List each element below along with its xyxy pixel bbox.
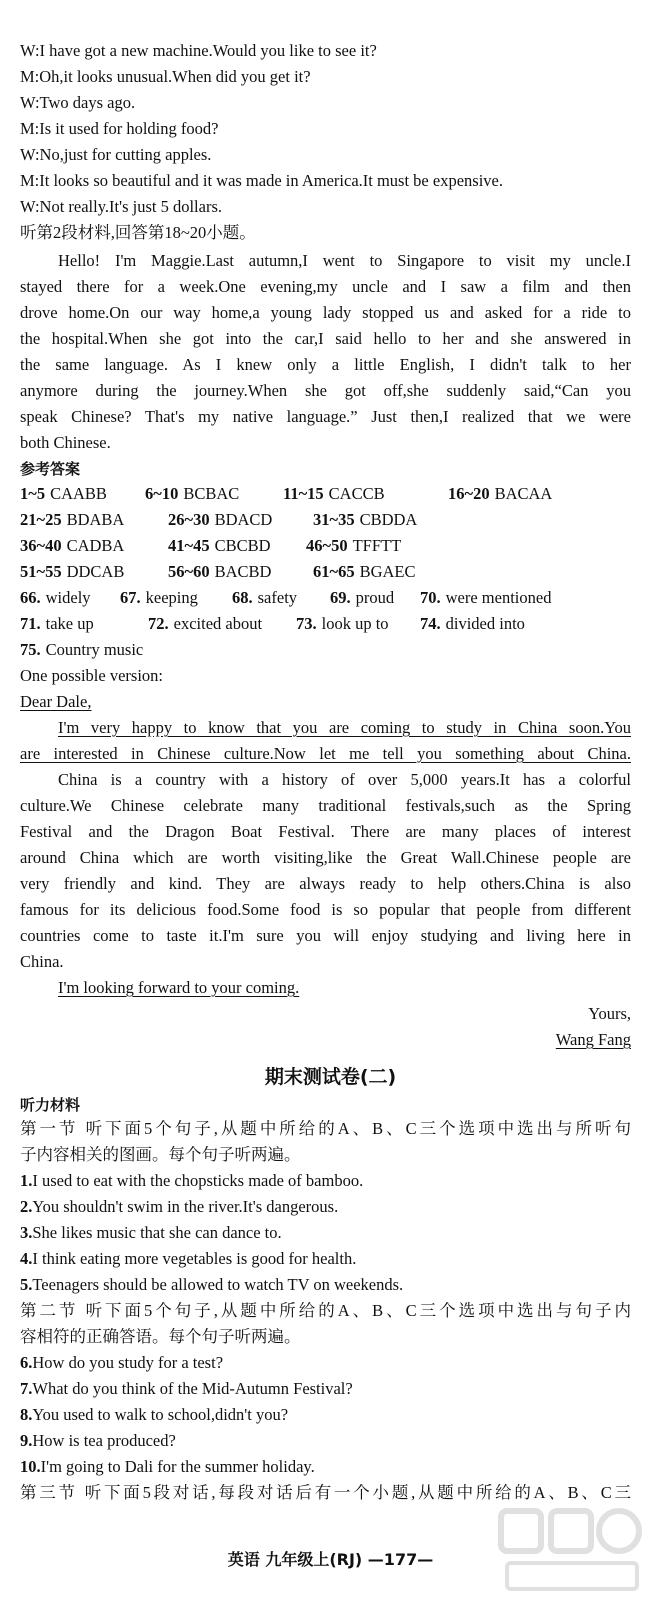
answer-item: 1~5 CAABB bbox=[20, 484, 107, 503]
answer-item: 41~45 CBCBD bbox=[168, 536, 271, 555]
answers-heading: 参考答案 bbox=[20, 460, 81, 478]
essay-line: China. bbox=[20, 952, 64, 971]
answer-item: 71. take up bbox=[20, 614, 94, 633]
list-item: 1.I used to eat with the chopsticks made of bamboo. bbox=[20, 1171, 364, 1190]
dialogue-line: M:Oh,it looks unusual.When did you get it? bbox=[20, 67, 311, 86]
essay-intro: One possible version: bbox=[20, 666, 163, 685]
essay-line: China is a country with a history of over 5,000 years.It has a colorful bbox=[58, 770, 631, 789]
list-item: 9.How is tea produced? bbox=[20, 1431, 176, 1450]
answer-item: 16~20 BACAA bbox=[448, 484, 553, 503]
passage-line: anymore during the journey.When she got off,she suddenly said,“Can you bbox=[20, 381, 631, 400]
passage-line: drove home.On our way home,a young lady stopped us and asked for a ride to bbox=[20, 303, 631, 322]
answer-item: 46~50 TFFTT bbox=[306, 536, 402, 555]
essay-salutation: Dear Dale, bbox=[20, 692, 92, 711]
essay-line: around China which are worth visiting,like the Great Wall.Chinese people are bbox=[20, 848, 631, 867]
answer-item: 75. Country music bbox=[20, 640, 144, 659]
dialogue-line: W:Not really.It's just 5 dollars. bbox=[20, 197, 223, 216]
answer-item: 56~60 BACBD bbox=[168, 562, 272, 581]
exam-title: 期末测试卷(二) bbox=[264, 1066, 397, 1088]
page-footer: 英语 九年级上(RJ) —177— bbox=[227, 1550, 434, 1569]
part2-instruction: 容相符的正确答语。每个句子听两遍。 bbox=[20, 1327, 301, 1346]
list-item: 5.Teenagers should be allowed to watch TV on weekends. bbox=[20, 1275, 404, 1294]
answer-item: 26~30 BDACD bbox=[168, 510, 273, 529]
answer-item: 74. divided into bbox=[420, 614, 525, 633]
listening-heading: 听力材料 bbox=[20, 1096, 81, 1114]
answer-item: 73. look up to bbox=[296, 614, 389, 633]
answer-item: 21~25 BDABA bbox=[20, 510, 125, 529]
essay-signature: Wang Fang bbox=[555, 1030, 631, 1049]
list-item: 8.You used to walk to school,didn't you? bbox=[20, 1405, 289, 1424]
answer-item: 66. widely bbox=[20, 588, 91, 607]
list-item: 4.I think eating more vegetables is good for health. bbox=[20, 1249, 357, 1268]
part2-instruction: 第二节 听下面5个句子,从题中所给的A、B、C三个选项中选出与句子内 bbox=[20, 1301, 631, 1320]
list-item: 2.You shouldn't swim in the river.It's dangerous. bbox=[20, 1197, 339, 1216]
list-item: 3.She likes music that she can dance to. bbox=[20, 1223, 282, 1242]
section-heading: 听第2段材料,回答第18~20小题。 bbox=[20, 223, 256, 242]
part1-instruction: 第一节 听下面5个句子,从题中所给的A、B、C三个选项中选出与所听句 bbox=[20, 1119, 631, 1138]
watermark-logo-icon bbox=[497, 1505, 647, 1595]
answer-item: 36~40 CADBA bbox=[20, 536, 125, 555]
dialogue-line: W:Two days ago. bbox=[20, 93, 136, 112]
essay-line: famous for its delicious food.Some food is so popular that people from different bbox=[20, 900, 631, 919]
passage-line: both Chinese. bbox=[20, 433, 111, 452]
answer-item: 72. excited about bbox=[148, 614, 263, 633]
dialogue-line: M:It looks so beautiful and it was made in America.It must be expensive. bbox=[20, 171, 503, 190]
dialogue-line: W:I have got a new machine.Would you like to see it? bbox=[20, 41, 377, 60]
part3-instruction: 第三节 听下面5段对话,每段对话后有一个小题,从题中所给的A、B、C三 bbox=[20, 1483, 631, 1502]
answer-item: 67. keeping bbox=[120, 588, 198, 607]
passage-line: stayed there for a week.One evening,my uncle and I saw a film and then bbox=[20, 277, 631, 296]
essay-line: Festival and the Dragon Boat Festival. There are many places of interest bbox=[20, 822, 631, 841]
passage-line: the same language. As I knew only a little English, I didn't talk to her bbox=[20, 355, 631, 374]
list-item: 10.I'm going to Dali for the summer holiday. bbox=[20, 1457, 315, 1476]
answer-item: 11~15 CACCB bbox=[283, 484, 385, 503]
essay-line: culture.We Chinese celebrate many traditional festivals,such as the Spring bbox=[20, 796, 631, 815]
answer-item: 69. proud bbox=[330, 588, 395, 607]
list-item: 6.How do you study for a test? bbox=[20, 1353, 224, 1372]
essay-signoff: Yours, bbox=[588, 1004, 631, 1023]
list-item: 7.What do you think of the Mid-Autumn Festival? bbox=[20, 1379, 353, 1398]
essay-line: countries come to taste it.I'm sure you will enjoy studying and living here in bbox=[20, 926, 631, 945]
passage-line: speak Chinese? That's my native language.” Just then,I realized that we were bbox=[20, 407, 631, 426]
essay-line: are interested in Chinese culture.Now let me tell you something about China. bbox=[20, 744, 631, 763]
essay-line: very friendly and kind. They are always ready to help others.China is also bbox=[20, 874, 631, 893]
answer-item: 31~35 CBDDA bbox=[313, 510, 418, 529]
part1-instruction: 子内容相关的图画。每个句子听两遍。 bbox=[20, 1145, 301, 1164]
passage-line: the hospital.When she got into the car,I said hello to her and she answered in bbox=[20, 329, 631, 348]
answer-item: 6~10 BCBAC bbox=[145, 484, 240, 503]
passage-line: Hello! I'm Maggie.Last autumn,I went to Singapore to visit my uncle.I bbox=[58, 251, 631, 270]
essay-closing: I'm looking forward to your coming. bbox=[58, 978, 300, 997]
answer-item: 51~55 DDCAB bbox=[20, 562, 125, 581]
essay-line: I'm very happy to know that you are coming to study in China soon.You bbox=[58, 718, 631, 737]
answer-item: 61~65 BGAEC bbox=[313, 562, 416, 581]
answer-item: 70. were mentioned bbox=[420, 588, 552, 607]
answer-item: 68. safety bbox=[232, 588, 298, 607]
dialogue-line: W:No,just for cutting apples. bbox=[20, 145, 212, 164]
dialogue-line: M:Is it used for holding food? bbox=[20, 119, 219, 138]
